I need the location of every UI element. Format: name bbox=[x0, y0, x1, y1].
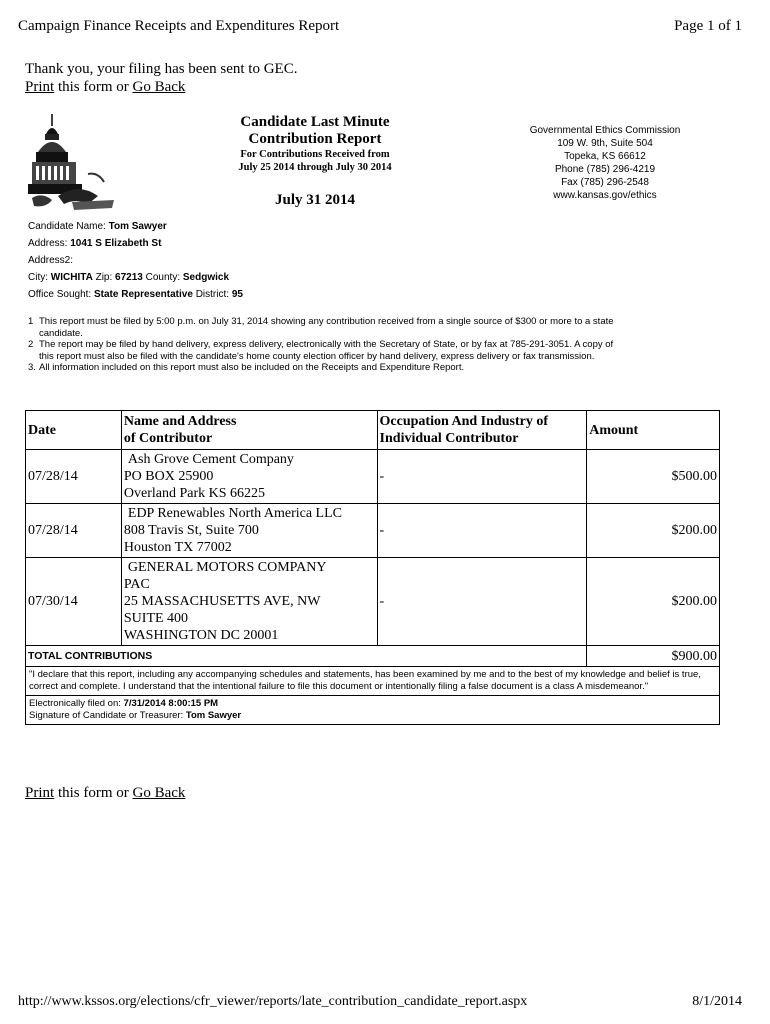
row-occupation: - bbox=[377, 558, 587, 646]
bottom-links-middle-text: this form or bbox=[54, 785, 133, 801]
candidate-address2-row bbox=[28, 252, 243, 269]
print-link[interactable]: Print bbox=[25, 79, 55, 95]
total-amount: $900.00 bbox=[587, 646, 720, 667]
filed-on-value: 7/31/2014 8:00:15 PM bbox=[123, 698, 219, 709]
note-item bbox=[28, 339, 628, 362]
contributor-line: PO BOX 25900 bbox=[123, 469, 214, 484]
contributor-line: PAC bbox=[123, 577, 150, 592]
row-occupation: - bbox=[377, 450, 587, 504]
row-date: 07/28/14 bbox=[26, 504, 122, 558]
report-date: July 31 2014 bbox=[274, 192, 355, 208]
total-row bbox=[26, 646, 720, 667]
note-item bbox=[28, 316, 628, 339]
header-name-address bbox=[121, 411, 377, 450]
office-label: Office Sought: bbox=[28, 289, 92, 300]
row-amount: $200.00 bbox=[587, 558, 720, 646]
declaration-text: "I declare that this report, including any accompanying schedules and statements, has been examined by me and to the best of my knowledge and belief is true, correct and complete. I understand that the intentional failure to file this document or intentionally filing a false document is a class A misdemeanor." bbox=[26, 667, 720, 696]
header-occupation-line1: Occupation And Industry of bbox=[379, 414, 548, 429]
filed-on-label: Electronically filed on: bbox=[29, 698, 121, 709]
agency-web: www.kansas.gov/ethics bbox=[553, 190, 657, 201]
agency-address1: 109 W. 9th, Suite 504 bbox=[557, 138, 653, 149]
page-number: Page 1 of 1 bbox=[674, 18, 742, 34]
print-link-bottom[interactable]: Print bbox=[25, 785, 55, 801]
footer-url: http://www.kssos.org/elections/cfr_viewer/reports/late_contribution_candidate_report.aspx bbox=[18, 994, 528, 1009]
row-contributor bbox=[121, 450, 377, 504]
row-contributor bbox=[121, 558, 377, 646]
filing-notes bbox=[28, 316, 628, 374]
page-header-title: Campaign Finance Receipts and Expenditures Report bbox=[18, 18, 340, 34]
footer-date: 8/1/2014 bbox=[692, 994, 742, 1009]
capitol-building-logo bbox=[28, 112, 120, 214]
table-row bbox=[26, 504, 720, 558]
declaration-row bbox=[26, 667, 720, 696]
contributor-line: GENERAL MOTORS COMPANY bbox=[127, 560, 327, 575]
row-amount: $200.00 bbox=[587, 504, 720, 558]
note-text: All information included on this report must also be included on the Receipts and Expenditure Report. bbox=[39, 362, 465, 373]
header-occupation bbox=[377, 411, 587, 450]
contributor-line: Ash Grove Cement Company bbox=[127, 452, 294, 467]
bottom-links bbox=[25, 785, 185, 802]
report-title-line2: Contribution Report bbox=[248, 131, 382, 147]
filed-on-line bbox=[29, 698, 716, 710]
note-text: The report may be filed by hand delivery, express delivery, electronically with the Secretary of State, or by fax at 785-291-3051. A copy of this report must also be filed with the candidate's home county election officer by hand delivery, express delivery or fax transmission. bbox=[39, 339, 614, 362]
note-item bbox=[28, 362, 628, 374]
candidate-name: Tom Sawyer bbox=[108, 221, 167, 232]
agency-name: Governmental Ethics Commission bbox=[529, 125, 681, 136]
contributor-line: SUITE 400 bbox=[123, 611, 189, 626]
agency-fax: Fax (785) 296-2548 bbox=[561, 177, 649, 188]
header-name-line2: of Contributor bbox=[123, 431, 213, 446]
note-number: 3. bbox=[28, 362, 36, 373]
zip-label: Zip: bbox=[95, 272, 113, 283]
candidate-city-row bbox=[28, 269, 243, 286]
note-number: 2 bbox=[28, 339, 34, 350]
city-label: City: bbox=[28, 272, 48, 283]
header-date: Date bbox=[26, 411, 122, 450]
links-middle-text: this form or bbox=[54, 79, 133, 95]
signature-cell bbox=[26, 696, 720, 725]
zip-value: 67213 bbox=[115, 272, 143, 283]
row-contributor bbox=[121, 504, 377, 558]
row-date: 07/28/14 bbox=[26, 450, 122, 504]
row-amount: $500.00 bbox=[587, 450, 720, 504]
row-occupation: - bbox=[377, 504, 587, 558]
contributor-line: Overland Park KS 66225 bbox=[123, 486, 266, 501]
candidate-info bbox=[28, 218, 243, 303]
county-label: County: bbox=[145, 272, 181, 283]
header-name-line1: Name and Address bbox=[123, 414, 237, 429]
district-value: 95 bbox=[231, 289, 243, 300]
candidate-name-label: Candidate Name: bbox=[28, 221, 106, 232]
agency-phone: Phone (785) 296-4219 bbox=[554, 164, 656, 175]
report-title-line1: Candidate Last Minute bbox=[240, 114, 390, 130]
signature-line bbox=[29, 710, 716, 722]
signature-value: Tom Sawyer bbox=[185, 710, 242, 721]
candidate-address-label: Address: bbox=[28, 238, 68, 249]
table-row bbox=[26, 450, 720, 504]
note-number: 1 bbox=[28, 316, 34, 327]
report-period-line1: For Contributions Received from bbox=[240, 149, 390, 160]
agency-address2: Topeka, KS 66612 bbox=[564, 151, 646, 162]
report-period-line2: July 25 2014 through July 30 2014 bbox=[238, 162, 392, 173]
signature-label: Signature of Candidate or Treasurer: bbox=[29, 710, 184, 721]
county-value: Sedgwick bbox=[182, 272, 230, 283]
candidate-office-row bbox=[28, 286, 243, 303]
confirmation-message: Thank you, your filing has been sent to GEC. bbox=[25, 61, 298, 77]
confirmation-block bbox=[25, 60, 297, 96]
table-header-row bbox=[26, 411, 720, 450]
office-value: State Representative bbox=[93, 289, 193, 300]
district-label: District: bbox=[195, 289, 230, 300]
contributor-line: Houston TX 77002 bbox=[123, 540, 232, 555]
candidate-address: 1041 S Elizabeth St bbox=[70, 238, 162, 249]
row-date: 07/30/14 bbox=[26, 558, 122, 646]
note-text: This report must be filed by 5:00 p.m. on July 31, 2014 showing any contribution received from a single source of $300 or more to a state candidate. bbox=[39, 316, 614, 339]
table-row bbox=[26, 558, 720, 646]
candidate-address-row bbox=[28, 235, 243, 252]
agency-contact-block bbox=[500, 124, 710, 202]
signature-row bbox=[26, 696, 720, 725]
confirmation-links bbox=[25, 78, 297, 96]
header-amount: Amount bbox=[587, 411, 720, 450]
contributor-line: WASHINGTON DC 20001 bbox=[123, 628, 279, 643]
total-label: TOTAL CONTRIBUTIONS bbox=[26, 646, 587, 667]
candidate-address2-label: Address2: bbox=[28, 255, 74, 266]
contributor-line: 25 MASSACHUSETTS AVE, NW bbox=[123, 594, 321, 609]
contributor-line: EDP Renewables North America LLC bbox=[127, 506, 342, 521]
report-title-block bbox=[200, 114, 430, 209]
contributor-line: 808 Travis St, Suite 700 bbox=[123, 523, 259, 538]
go-back-link-bottom[interactable]: Go Back bbox=[132, 785, 186, 801]
contributions-table bbox=[25, 410, 720, 725]
city-value: WICHITA bbox=[50, 272, 93, 283]
header-occupation-line2: Individual Contributor bbox=[379, 431, 519, 446]
go-back-link[interactable]: Go Back bbox=[132, 79, 186, 95]
candidate-name-row bbox=[28, 218, 243, 235]
